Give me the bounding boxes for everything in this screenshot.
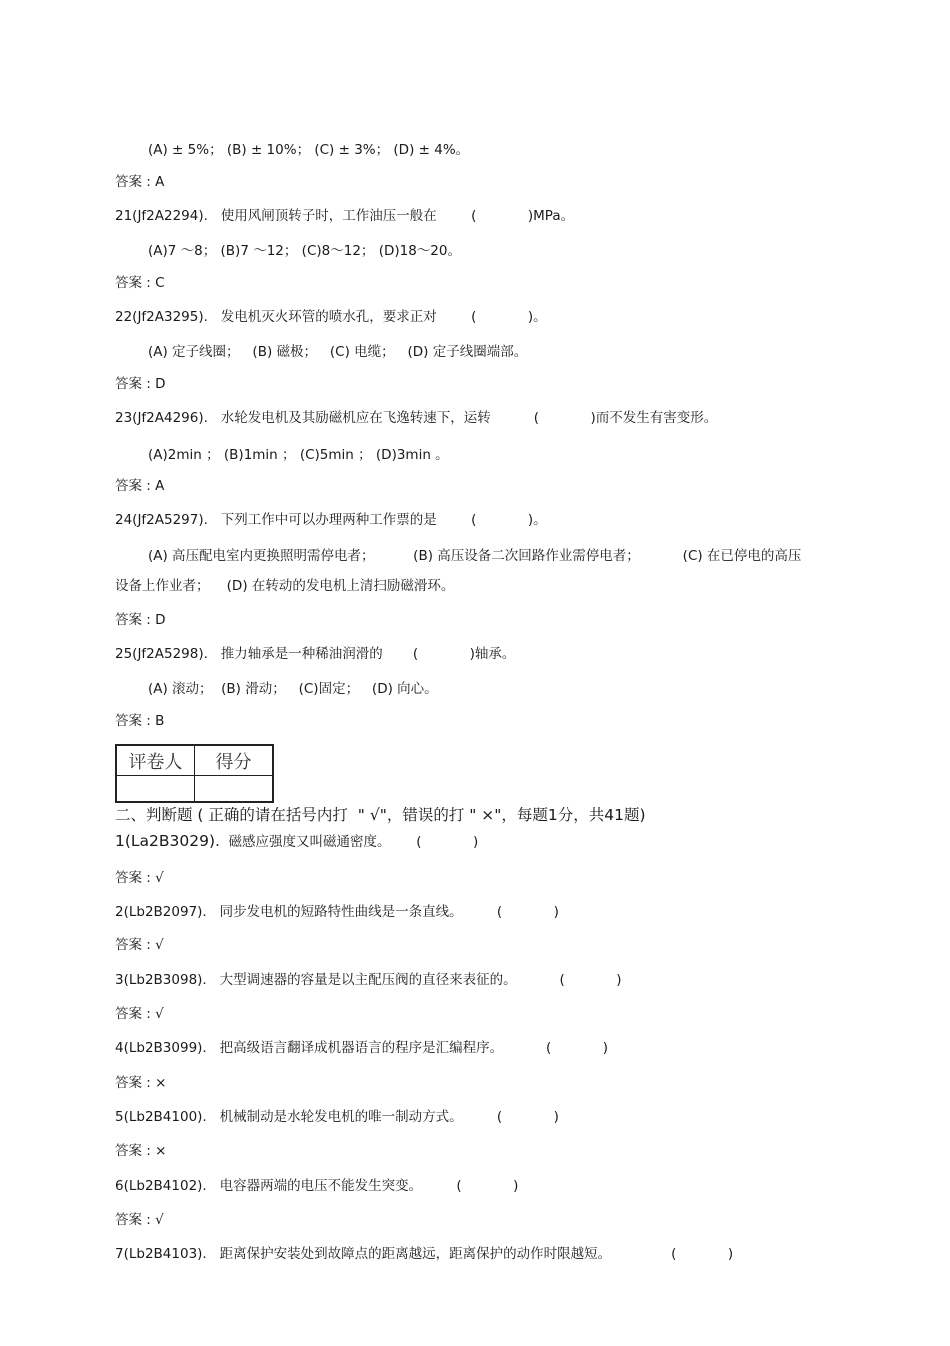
judgement-4: 4(Lb2B3099). 把高级语言翻译成机器语言的程序是汇编程序。 ( ) — [115, 1040, 609, 1056]
judgement-6: 6(Lb2B4102). 电容器两端的电压不能发生突变。 ( ) — [115, 1178, 519, 1194]
answer-q25: 答案 : B — [115, 713, 165, 729]
judgement-2: 2(Lb2B2097). 同步发电机的短路特性曲线是一条直线。 ( ) — [115, 904, 559, 920]
reviewer-cell — [116, 776, 195, 803]
question-21: 21(Jf2A2294). 使用风闸顶转子时，工作油压一般在 ( )MPa。 — [115, 208, 575, 224]
judgement-1-number: 1(La2B3029). — [115, 832, 220, 850]
answer-j3: 答案 : √ — [115, 1006, 164, 1022]
judgement-1 — [115, 832, 478, 851]
options-q23: (A)2min ； (B)1min ； (C)5min ； (D)3min 。 — [148, 447, 449, 463]
options-q22: (A) 定子线圈； (B) 磁极； (C) 电缆； (D) 定子线圈端部。 — [148, 344, 528, 360]
judgement-3: 3(Lb2B3098). 大型调速器的容量是以主配压阀的直径来表征的。 ( ) — [115, 972, 622, 988]
options-q24-line1: (A) 高压配电室内更换照明需停电者； (B) 高压设备二次回路作业需停电者； (C) 在已停电的高压 — [148, 548, 802, 564]
section-heading: 二、判断题 ( 正确的请在括号内打 " √"，错误的打 " ×"，每题1分，共41题) — [115, 806, 646, 824]
answer-j6: 答案 : √ — [115, 1212, 164, 1228]
answer-q21: 答案 : C — [115, 275, 165, 291]
options-q25: (A) 滚动； (B) 滑动； (C)固定； (D) 向心。 — [148, 681, 438, 697]
judgement-1-text: 磁感应强度又叫磁通密度。 ( ) — [219, 834, 479, 850]
score-cell — [195, 776, 274, 803]
score-header: 得分 — [195, 745, 274, 776]
question-25: 25(Jf2A5298). 推力轴承是一种稀油润滑的 ( )轴承。 — [115, 646, 516, 662]
options-q20: (A) ± 5%； (B) ± 10%； (C) ± 3%； (D) ± 4%。 — [148, 142, 470, 158]
answer-q24: 答案 : D — [115, 612, 166, 628]
answer-j5: 答案 : × — [115, 1143, 167, 1159]
answer-q23: 答案 : A — [115, 478, 165, 494]
options-q21: (A)7 ～8； (B)7 ～12； (C)8～12； (D)18～20。 — [148, 243, 461, 259]
judgement-5: 5(Lb2B4100). 机械制动是水轮发电机的唯一制动方式。 ( ) — [115, 1109, 559, 1125]
reviewer-header: 评卷人 — [116, 745, 195, 776]
judgement-7: 7(Lb2B4103). 距离保护安装处到故障点的距离越远，距离保护的动作时限越短。 ( ) — [115, 1246, 734, 1262]
question-23: 23(Jf2A4296). 水轮发电机及其励磁机应在飞逸转速下，运转 ( )而不发生有害变形。 — [115, 410, 718, 426]
options-q24-line2: 设备上作业者； (D) 在转动的发电机上清扫励磁滑环。 — [115, 578, 455, 594]
grader-table — [115, 744, 274, 803]
answer-q22: 答案 : D — [115, 376, 166, 392]
answer-j4: 答案 : × — [115, 1075, 167, 1091]
answer-j1: 答案 : √ — [115, 870, 164, 886]
answer-j2: 答案 : √ — [115, 937, 164, 953]
question-22: 22(Jf2A3295). 发电机灭火环管的喷水孔，要求正对 ( )。 — [115, 309, 547, 325]
question-24: 24(Jf2A5297). 下列工作中可以办理两种工作票的是 ( )。 — [115, 512, 547, 528]
answer-q20: 答案 : A — [115, 174, 165, 190]
